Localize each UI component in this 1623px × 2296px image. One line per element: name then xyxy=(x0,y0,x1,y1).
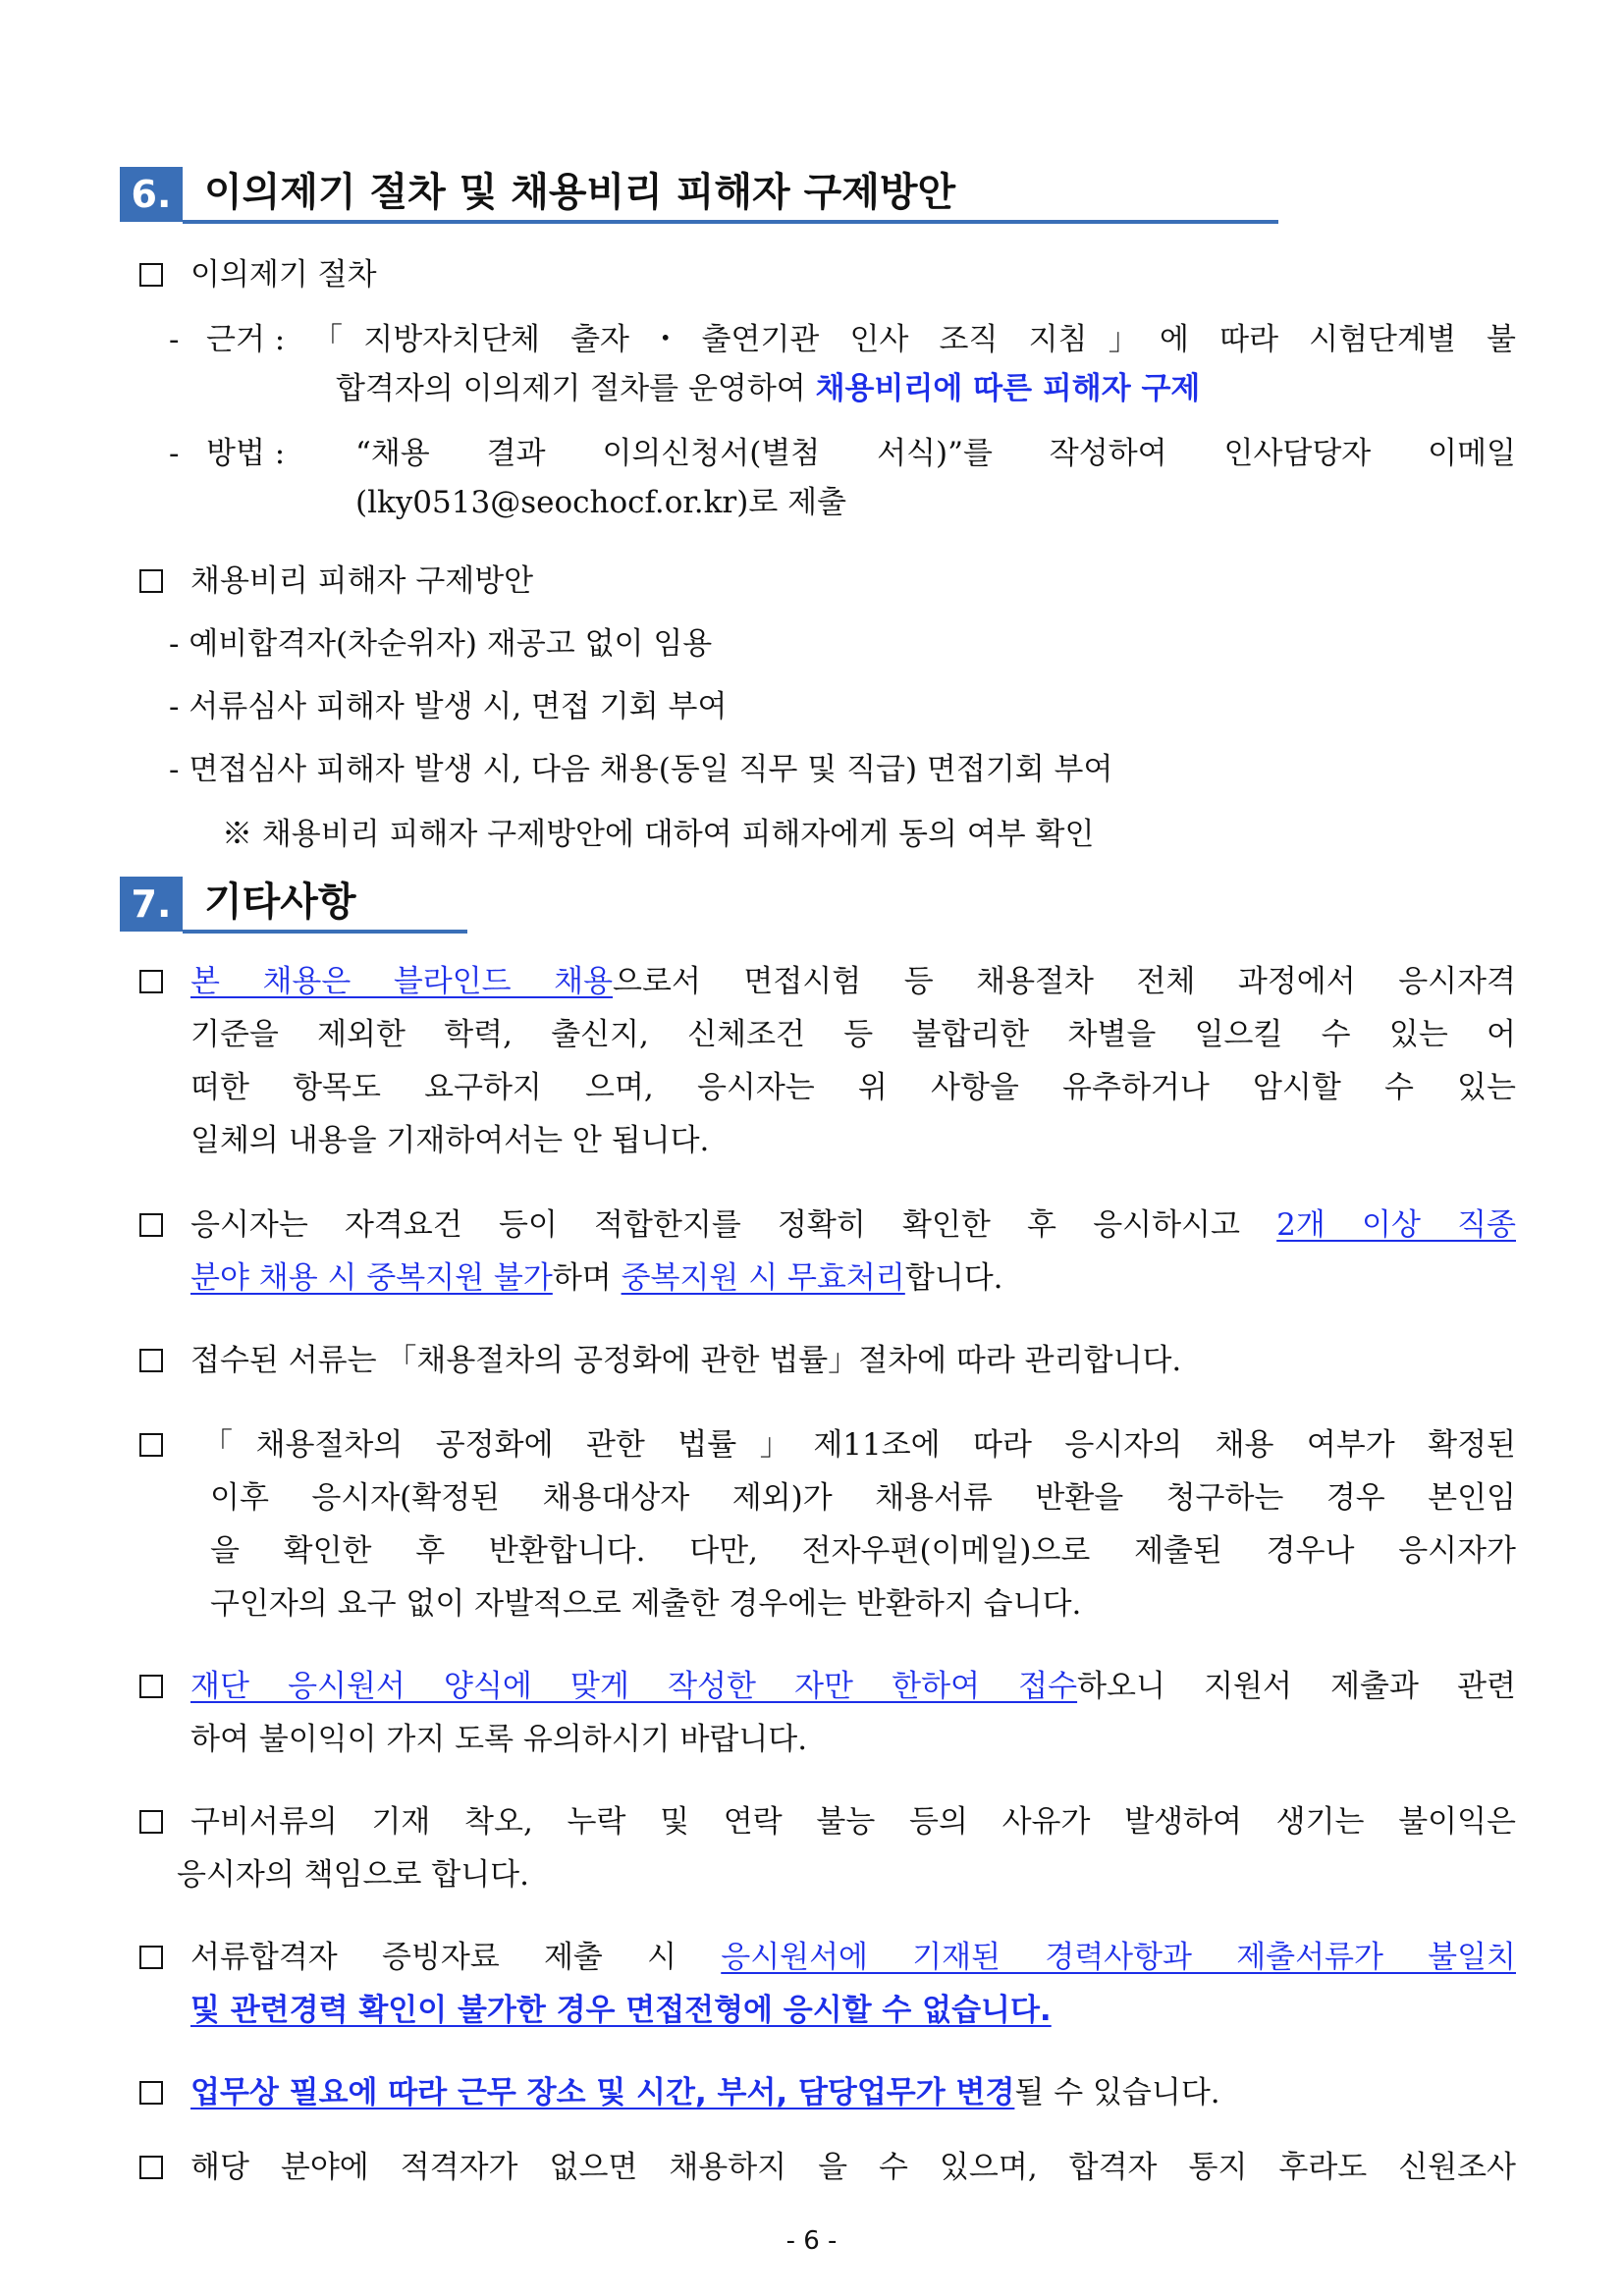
section-6-underline xyxy=(183,220,1278,224)
basis-text-line1: 「지방자치단체 출자・출연기관 인사 조직 지침」에 따라 시험단계별 불 xyxy=(312,322,1516,357)
etc-item-7-line2: 및 관련경력 확인이 불가한 경우 면접전형에 응시할 수 없습니다. xyxy=(190,1993,1052,2028)
etc-item-6-line1: 구비서류의 기재 착오, 누락 및 연락 불능 등의 사유가 발생하여 생기는 불이익은 xyxy=(190,1804,1516,1840)
etc-item-1-text: 으로서 면접시험 등 채용절차 전체 과정에서 응시자격 xyxy=(613,964,1517,999)
page-number: - 6 - xyxy=(785,2226,838,2256)
etc-item-5-text: 하오니 지원서 제출과 관련 xyxy=(1077,1669,1517,1704)
appeal-title: 이의제기 절차 xyxy=(190,257,377,293)
etc-item-1-line2: 기준을 제외한 학력, 출신지, 신체조건 등 불합리한 차별을 일으킬 수 있는 어 xyxy=(190,1017,1516,1052)
etc-item-7-line1 xyxy=(190,1938,1516,1977)
basis-text-line2 xyxy=(336,369,1200,408)
career-mismatch-highlight: 응시원서에 기재된 경력사항과 제출서류가 불일치 xyxy=(721,1940,1516,1975)
etc-item-5-line1 xyxy=(190,1667,1516,1706)
etc-item-8-text: 될 수 있습니다. xyxy=(1014,2075,1220,2110)
checkbox-icon xyxy=(139,569,163,593)
invalid-processing-highlight: 중복지원 시 무효처리 xyxy=(621,1260,905,1296)
checkbox-icon xyxy=(139,2081,163,2105)
etc-item-1-line1 xyxy=(190,962,1516,1001)
checkbox-icon xyxy=(139,1349,163,1372)
etc-item-9: 해당 분야에 적격자가 없으면 채용하지 을 수 있으며, 합격자 통지 후라도 신원조사 xyxy=(190,2150,1516,2185)
method-text-line1: “채용 결과 이의신청서(별첨 서식)”를 작성하여 인사담당자 이메일 xyxy=(355,436,1516,471)
etc-item-1-line4: 일체의 내용을 기재하여서는 안 됩니다. xyxy=(190,1123,710,1158)
etc-item-3: 접수된 서류는 「채용절차의 공정화에 관한 법률」절차에 따라 관리합니다. xyxy=(190,1343,1182,1378)
etc-item-4-line2: 이후 응시자(확정된 채용대상자 제외)가 채용서류 반환을 청구하는 경우 본인임 xyxy=(210,1480,1516,1516)
etc-item-2-text: 응시자는 자격요건 등이 적합한지를 정확히 확인한 후 응시하시고 xyxy=(190,1207,1277,1243)
relief-item: - 예비합격자(차순위자) 재공고 없이 임용 xyxy=(169,626,713,662)
checkbox-icon xyxy=(139,1810,163,1834)
checkbox-icon xyxy=(139,2156,163,2179)
etc-item-1-line3: 떠한 항목도 요구하지 으며, 응시자는 위 사항을 유추하거나 암시할 수 있는 xyxy=(190,1070,1516,1105)
blind-hiring-highlight: 본 채용은 블라인드 채용 xyxy=(190,964,614,999)
method-text-line2: (lky0513@seochocf.or.kr)로 제출 xyxy=(355,485,847,520)
method-dash: - xyxy=(169,436,180,471)
etc-item-4-line1: 「채용절차의 공정화에 관한 법률」제11조에 따라 응시자의 채용 여부가 확정된 xyxy=(202,1427,1516,1463)
etc-item-5-line2: 하여 불이익이 가지 도록 유의하시기 바랍니다. xyxy=(190,1722,808,1757)
etc-item-2-line2 xyxy=(190,1258,1003,1298)
duplicate-application-highlight: 2개 이상 직종 xyxy=(1276,1207,1516,1243)
etc-item-4-line4: 구인자의 요구 없이 자발적으로 제출한 경우에는 반환하지 습니다. xyxy=(210,1586,1082,1622)
basis-label: 근거 : xyxy=(206,322,286,357)
section-6-number: 6. xyxy=(120,167,183,222)
section-7-number: 7. xyxy=(120,877,183,932)
checkbox-icon xyxy=(139,263,163,287)
checkbox-icon xyxy=(139,1433,163,1457)
etc-item-2-line1 xyxy=(190,1205,1516,1245)
etc-item-2-text: 합니다. xyxy=(904,1260,1003,1296)
etc-item-2-text: 하며 xyxy=(552,1260,622,1296)
etc-item-4-line3: 을 확인한 후 반환합니다. 다만, 전자우편(이메일)으로 제출된 경우나 응시자가 xyxy=(210,1533,1516,1569)
checkbox-icon xyxy=(139,1213,163,1237)
section-6-title: 이의제기 절차 및 채용비리 피해자 구제방안 xyxy=(204,170,956,215)
etc-item-7-text: 서류합격자 증빙자료 제출 시 xyxy=(190,1940,722,1975)
application-form-highlight: 재단 응시원서 양식에 맞게 작성한 자만 한하여 접수 xyxy=(190,1669,1078,1704)
relief-item: - 서류심사 피해자 발생 시, 면접 기회 부여 xyxy=(169,689,728,724)
section-7-underline xyxy=(183,930,467,934)
relief-item: - 면접심사 피해자 발생 시, 다음 채용(동일 직무 및 직급) 면접기회 부여 xyxy=(169,752,1113,787)
checkbox-icon xyxy=(139,1675,163,1698)
etc-item-8 xyxy=(190,2073,1220,2112)
basis-text-plain: 합격자의 이의제기 절차를 운영하여 xyxy=(336,371,816,406)
basis-dash: - xyxy=(169,322,180,357)
relief-note: ※ 채용비리 피해자 구제방안에 대하여 피해자에게 동의 여부 확인 xyxy=(222,817,1095,852)
method-label: 방법 : xyxy=(206,436,286,471)
basis-text-highlight: 채용비리에 따른 피해자 구제 xyxy=(815,371,1201,406)
work-change-highlight: 업무상 필요에 따라 근무 장소 및 시간, 부서, 담당업무가 변경 xyxy=(190,2075,1015,2110)
etc-item-6-line2: 응시자의 책임으로 합니다. xyxy=(177,1857,529,1893)
checkbox-icon xyxy=(139,1946,163,1969)
section-7-title: 기타사항 xyxy=(204,880,356,925)
relief-title: 채용비리 피해자 구제방안 xyxy=(190,563,534,599)
duplicate-application-highlight: 분야 채용 시 중복지원 불가 xyxy=(190,1260,553,1296)
checkbox-icon xyxy=(139,970,163,993)
